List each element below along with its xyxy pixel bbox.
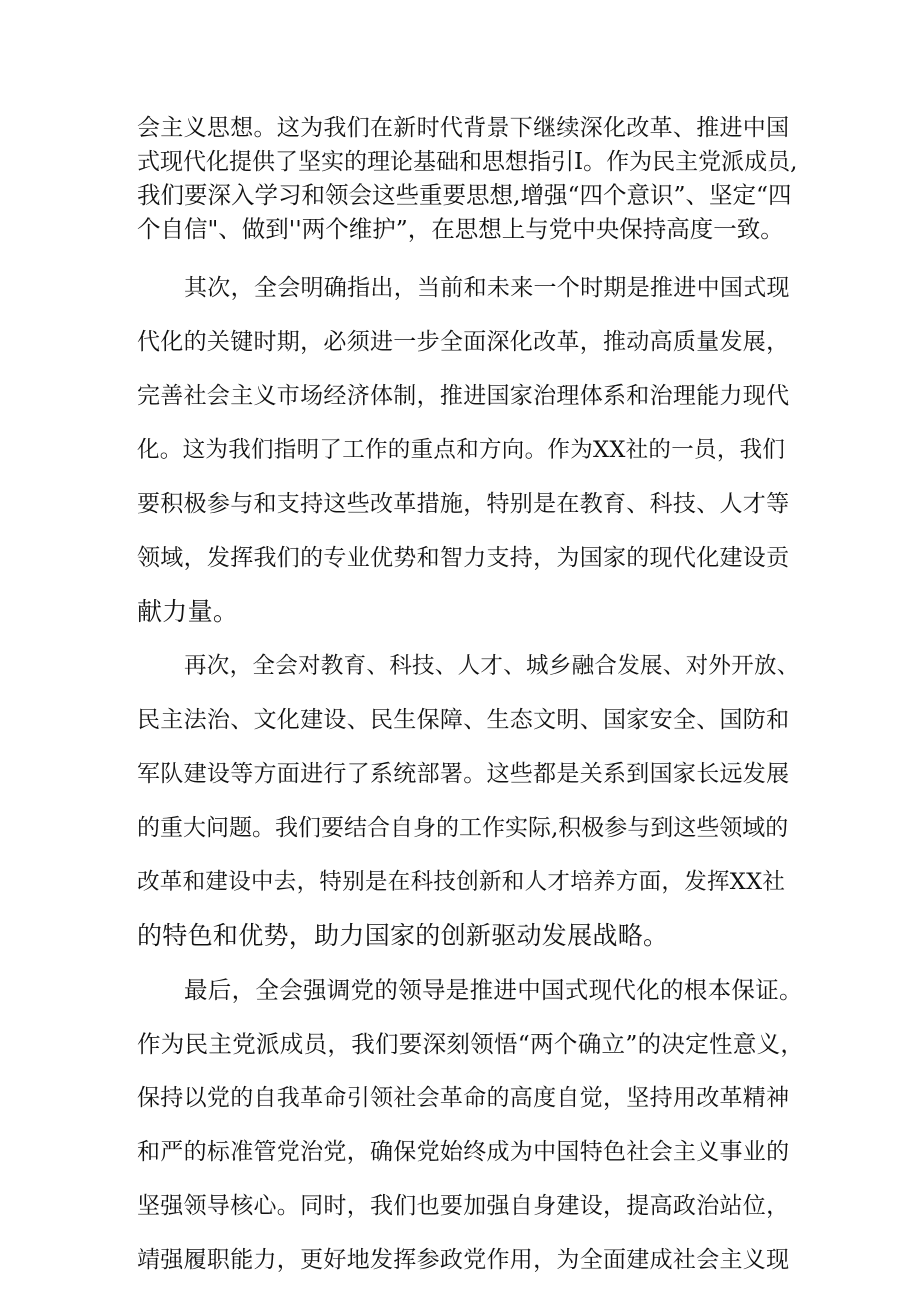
paragraph-1-line-4: 个自信"、做到''两个维护”，在思想上与党中央保持高度一致。 [137,215,784,243]
paragraph-4-line-5: 坚强领导核心。同时，我们也要加强自身建设，提高政治站位， [137,1193,790,1219]
paragraph-4-line-1: 最后，全会强调党的领导是推进中国式现代化的根本保证。 [184,976,803,1004]
paragraph-3-line-3: 军队建设等方面进行了系统部署。这些都是关系到国家长远发展 [137,761,790,787]
paragraph-2-line-6: 领域，发挥我们的专业优势和智力支持，为国家的现代化建设贡 [137,545,790,571]
paragraph-3-line-5: 改革和建设中去，特别是在科技创新和人才培养方面，发挥XX社 [137,869,786,895]
paragraph-1-line-1: 会主义思想。这为我们在新时代背景下继续深化改革、推进中国 [137,115,790,141]
paragraph-4-line-2: 作为民主党派成员，我们要深刻领悟“两个确立”的决定性意义， [137,1030,805,1058]
paragraph-2-line-2: 代化的关键时期，必须进一步全面深化改革，推动高质量发展， [137,329,790,355]
paragraph-3-line-2: 民主法治、文化建设、民生保障、生态文明、国家安全、国防和 [137,707,790,733]
paragraph-2-line-7: 献力量。 [137,597,239,626]
paragraph-4-line-6: 靖强履职能力，更好地发挥参政党作用，为全面建成社会主义现 [137,1247,790,1273]
paragraph-3-line-4: 的重大问题。我们要结合自身的工作实际,积极参与到这些领域的 [137,815,789,841]
paragraph-1-line-2: 式现代化提供了坚实的理论基础和思想指引I。作为民主党派成员, [137,149,798,175]
paragraph-4-line-3: 保持以党的自我革命引领社会革命的高度自觉，坚持用改革精神 [137,1085,790,1111]
paragraph-4-line-4: 和严的标准管党治党，确保党始终成为中国特色社会主义事业的 [137,1139,790,1165]
paragraph-1-line-3: 我们要深入学习和领会这些重要思想,增强“四个意识”、坚定“四 [137,181,792,209]
paragraph-2-line-5: 要积极参与和支持这些改革措施，特别是在教育、科技、人才等 [137,491,790,517]
paragraph-2-line-4: 化。这为我们指明了工作的重点和方向。作为XX社的一员，我们 [137,437,786,463]
paragraph-2-line-3: 完善社会主义市场经济体制，推进国家治理体系和治理能力现代 [137,383,790,409]
paragraph-2-line-1: 其次，全会明确指出，当前和未来一个时期是推进中国式现 [184,275,790,301]
paragraph-3-line-1: 再次，全会对教育、科技、人才、城乡融合发展、对外开放、 [184,653,800,679]
paragraph-3-line-6: 的特色和优势，助力国家的创新驱动发展战略。 [137,921,669,950]
